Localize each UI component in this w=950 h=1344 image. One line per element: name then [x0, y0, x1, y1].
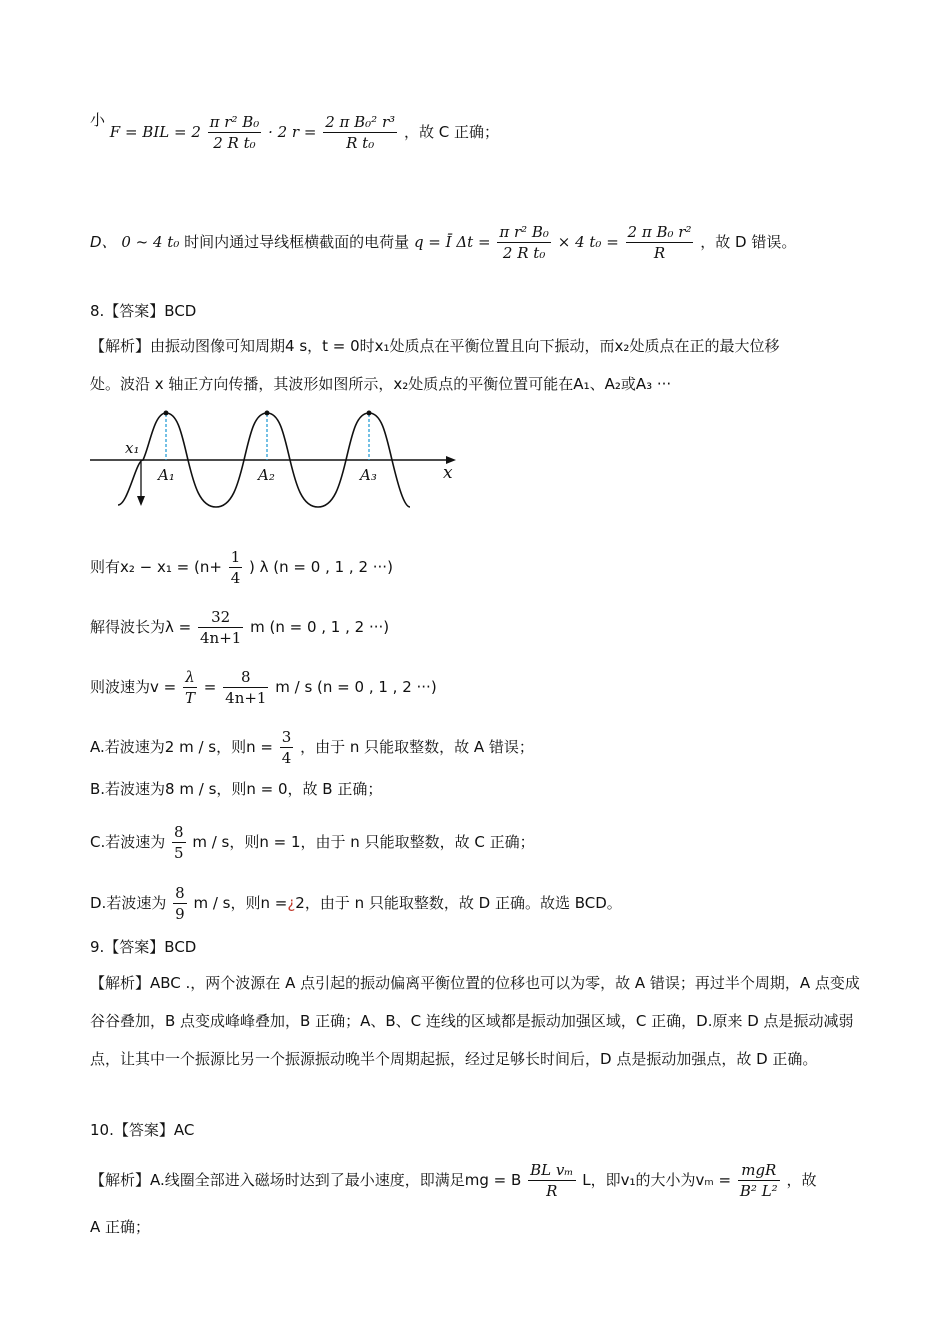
q8-option-a [90, 727, 890, 768]
analysis-text: ，故 [786, 1171, 817, 1189]
option-text: m / s，则n = 1，由于 n 只能取整数，故 C 正确； [192, 833, 535, 851]
analysis-text: L，即v₁的大小为vₘ = [582, 1171, 732, 1189]
label-a3: A₃ [360, 466, 377, 484]
conclusion-text: ，故 C 正确； [403, 123, 499, 141]
eq-text: m (n = 0 , 1 , 2 ···) [250, 618, 390, 636]
fraction: $\frac{8}{9}$ [175, 884, 185, 923]
charge-equation-line [90, 222, 890, 263]
formula-mid: × 4 t₀ = [557, 233, 619, 251]
q8-eq3 [90, 667, 890, 708]
fraction: $\frac{\text{BL vₘ}}{R}$ [530, 1161, 574, 1200]
crest-dot-3 [367, 411, 372, 416]
glyph-mark: ¿ [287, 894, 296, 912]
fraction: $\frac{\text{π r² B₀}}{\text{2 R t₀}}$ [499, 223, 549, 262]
option-text: C.若波速为 [90, 833, 166, 851]
conclusion-text: ，故 D 错误。 [700, 233, 797, 251]
eq-text: 则有x₂ − x₁ = (n+ [90, 558, 222, 576]
q8-analysis-line1: 【解析】由振动图像可知周期4 s，t = 0时x₁处质点在平衡位置且向下振动，而x₂处质点在正的最大位移 [90, 337, 780, 355]
q10-analysis-line1 [90, 1160, 890, 1201]
q10-title: 10.【答案】AC [90, 1121, 195, 1139]
option-text: ，由于 n 只能取整数，故 A 错误； [300, 738, 534, 756]
option-label: D、 [90, 233, 117, 251]
crest-dot-2 [265, 411, 270, 416]
fraction: $\frac{\text{mgR}}{\text{B² L²}}$ [739, 1161, 778, 1200]
option-text: A.若波速为2 m / s，则n = [90, 738, 273, 756]
q10-analysis-line2: A 正确； [90, 1218, 151, 1236]
fraction: $\frac{1}{4}$ [230, 548, 241, 587]
label-x1: x₁ [125, 439, 140, 457]
q8-eq2 [90, 607, 890, 648]
q8-option-c [90, 822, 890, 863]
q9-title: 9.【答案】BCD [90, 938, 197, 956]
label-a2: A₂ [258, 466, 275, 484]
fraction: $\frac{\text{π r² B₀}}{\text{2 R t₀}}$ [209, 113, 260, 152]
eq-text: 解得波长为λ = [90, 618, 192, 636]
fraction: $\frac{\lambda}{T}$ [185, 668, 196, 707]
x1-arrow-head [137, 496, 145, 506]
eq-text: m / s (n = 0 , 1 , 2 ···) [275, 678, 437, 696]
q9-analysis: 【解析】ABC .，两个波源在 A 点引起的振动偏离平衡位置的位移也可以为零，故 A 错误；再过半个周期，A 点变成谷谷叠加，B 点变成峰峰叠加，B 正确；A、B、C 连线的区域都是振动加强区域，C 正确，D.原来 D 点是振动减弱点，让其中一个振源比另一个振源振动晚半个周期起振，经过足够长时间后，D 点是振动加强点，故 D 正确。 [90, 974, 860, 1068]
fraction: $\frac{\text{2 π B₀² r³}}{\text{R t₀}}$ [325, 113, 396, 152]
description-text: 时间内通过导线框横截面的电荷量 [184, 233, 410, 251]
q8-eq1 [90, 547, 890, 588]
option-text: 2，由于 n 只能取整数，故 D 正确。故选 BCD。 [295, 894, 622, 912]
fraction: $\frac{8}{5}$ [174, 823, 184, 862]
crest-dot-1 [164, 411, 169, 416]
force-equation-line [90, 112, 890, 153]
q8-option-d [90, 883, 890, 924]
option-text: D.若波速为 [90, 894, 167, 912]
label-x-axis: x [443, 463, 453, 483]
q8-title: 8.【答案】BCD [90, 302, 197, 320]
eq-text: 则波速为v = [90, 678, 177, 696]
fraction: $\frac{3}{4}$ [281, 728, 292, 767]
fraction: $\frac{8}{4n+1}$ [225, 668, 267, 707]
wave-figure [88, 400, 468, 515]
line-prefix: 小 [90, 111, 106, 129]
time-range: 0 ~ 4 t₀ [121, 233, 180, 251]
eq-text: ) λ (n = 0 , 1 , 2 ···) [249, 558, 393, 576]
fraction: $\frac{\text{2 π B₀ r²}}{R}$ [627, 223, 692, 262]
force-formula: F = BIL = 2 [109, 123, 201, 141]
fraction: $\frac{32}{4n+1}$ [200, 608, 242, 647]
eq-text: = [203, 678, 217, 696]
q8-option-b: B.若波速为8 m / s，则n = 0，故 B 正确； [90, 780, 383, 798]
formula-mid: · 2 r = [268, 123, 317, 141]
label-a1: A₁ [158, 466, 175, 484]
charge-formula: q = Ī Δt = [413, 233, 491, 251]
option-text: m / s，则n = [193, 894, 288, 912]
analysis-text: 【解析】A.线圈全部进入磁场时达到了最小速度，即满足mg = B [90, 1171, 522, 1189]
q8-analysis-line2: 处。波沿 x 轴正方向传播，其波形如图所示，x₂处质点的平衡位置可能在A₁、A₂或A₃ ··· [90, 375, 672, 393]
